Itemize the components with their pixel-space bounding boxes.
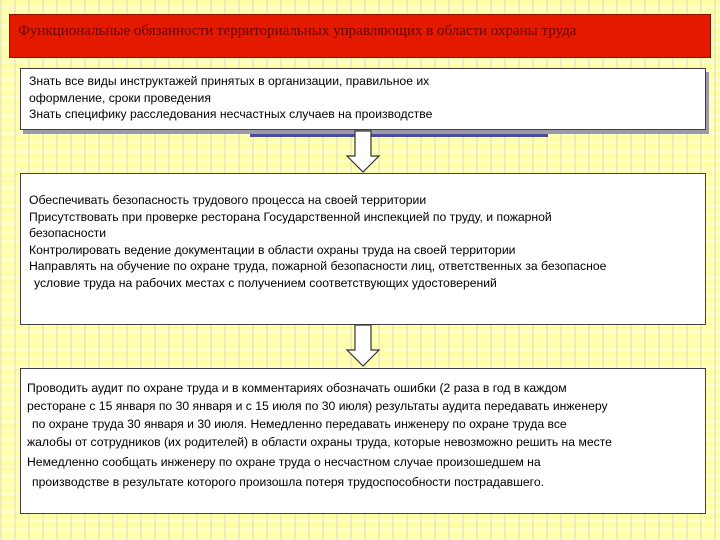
down-arrow-icon (345, 130, 381, 174)
duty-line: безопасности (29, 226, 107, 241)
duty-line: оформление, сроки проведения (29, 90, 211, 105)
duty-line: Знать специфику расследования несчастных случаев на производстве (29, 107, 433, 122)
duty-line: Направлять на обучение по охране труда, пожарной безопасности лиц, ответственных за безопасное (29, 259, 607, 274)
duty-line: Проводить аудит по охране труда и в комментариях обозначать ошибки (2 раза в год в каждом (27, 381, 567, 395)
duty-line: условие труда на рабочих местах с получением соответствующих удостоверений (34, 275, 497, 290)
duty-line: Обеспечивать безопасность трудового процесса на своей территории (29, 193, 427, 207)
duty-line: Контролировать ведение документации в области охраны труда на своей территории (29, 242, 516, 257)
duties-box-safety (20, 173, 706, 325)
duties-box-audit (20, 368, 706, 514)
duty-line: Присутствовать при проверке ресторана Государственной инспекцией по труду, и пожарной (29, 209, 552, 224)
duty-line: жалобы от сотрудников (их родителей) в области охраны труда, которые невозможно решить на месте (27, 435, 612, 449)
duties-box-knowledge (20, 68, 706, 130)
duty-line: Знать все виды инструктажей принятых в организации, правильное их (29, 74, 430, 88)
duty-line: Немедленно сообщать инженеру по охране труда о несчастном случае произошедшем на (27, 455, 541, 469)
duty-line: ресторане с 15 января по 30 января и с 15 июля по 30 июля) результаты аудита передавать инженеру (27, 399, 608, 413)
page-title: Функциональные обязанности территориальных управляющих в области охраны труда (18, 23, 577, 39)
duty-line: производстве в результате которого произошла потеря трудоспособности пострадавшего. (32, 475, 545, 489)
divider-line (250, 134, 548, 137)
down-arrow-icon (345, 324, 381, 368)
duty-line: по охране труда 30 января и 30 июля. Немедленно передавать инженеру по охране труда все (32, 417, 567, 431)
